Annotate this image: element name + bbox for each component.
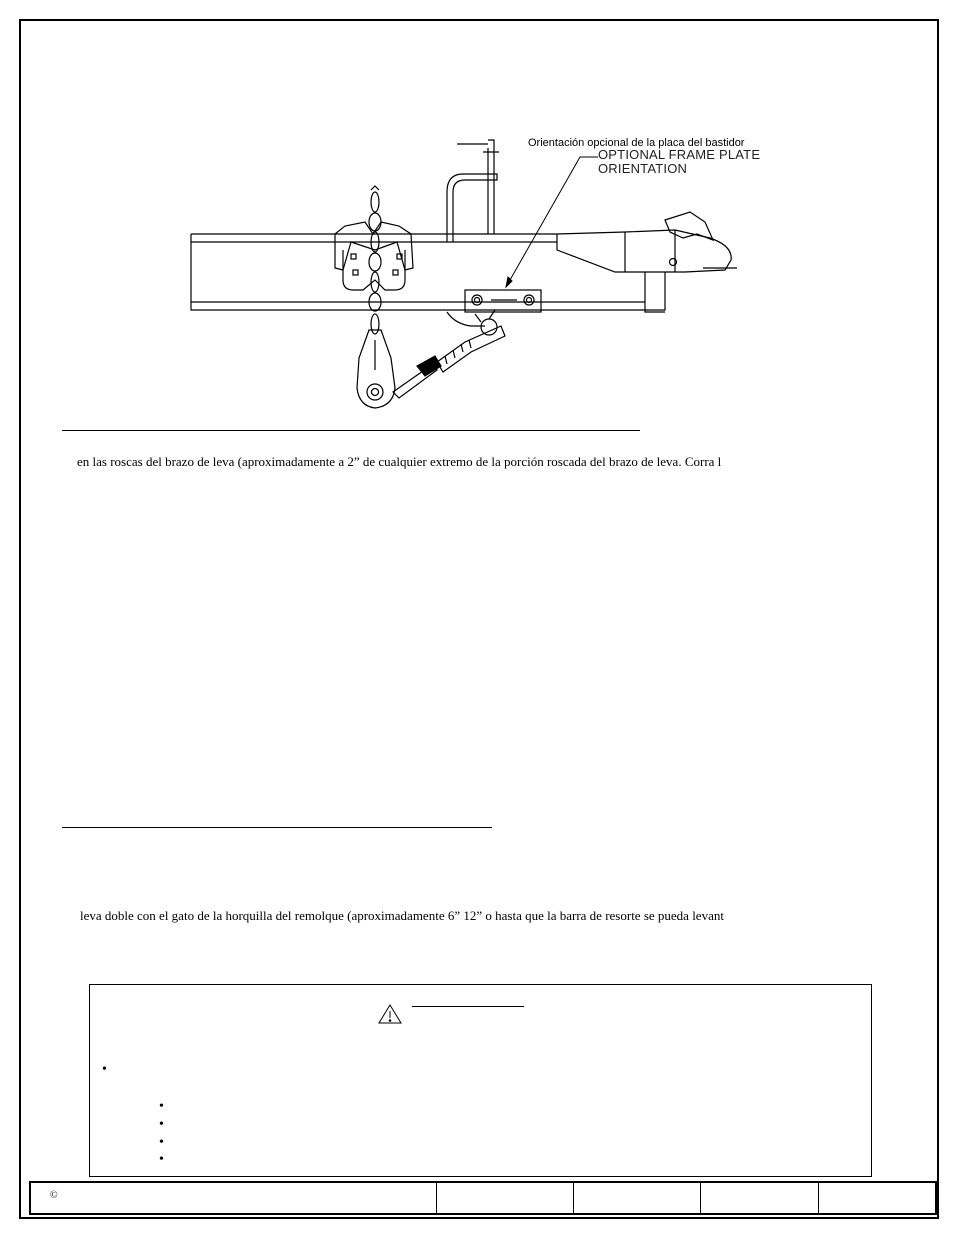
callout-spanish: Orientación opcional de la placa del bastidor	[528, 137, 745, 149]
warning-bullet: •	[102, 1062, 107, 1077]
section-rule-2	[62, 827, 492, 828]
footer-copyright-cell	[31, 1183, 437, 1213]
footer-cell	[574, 1183, 701, 1213]
footer-cell	[701, 1183, 819, 1213]
copyright-symbol: ©	[50, 1190, 58, 1201]
footer-cell	[437, 1183, 574, 1213]
warning-box	[89, 984, 872, 1177]
callout-leader-line	[500, 155, 600, 290]
warning-title-rule	[412, 1006, 524, 1007]
warning-sub-bullet: •	[159, 1099, 164, 1114]
footer-cell	[819, 1183, 935, 1213]
warning-sub-bullet: •	[159, 1117, 164, 1132]
callout-english: OPTIONAL FRAME PLATE ORIENTATION	[598, 147, 761, 176]
warning-sub-bullet: •	[159, 1135, 164, 1150]
instruction-line-1: en las roscas del brazo de leva (aproximadamente a 2” de cualquier extremo de la porción roscada del brazo de leva. Corra l	[77, 454, 722, 469]
warning-sub-bullet: •	[159, 1152, 164, 1167]
warning-triangle-icon	[378, 1003, 402, 1025]
instruction-line-2: leva doble con el gato de la horquilla del remolque (aproximadamente 6” 12” o hasta que la barra de resorte se pueda levant	[80, 908, 724, 923]
footer-table	[29, 1181, 937, 1215]
section-rule-1	[62, 430, 640, 431]
